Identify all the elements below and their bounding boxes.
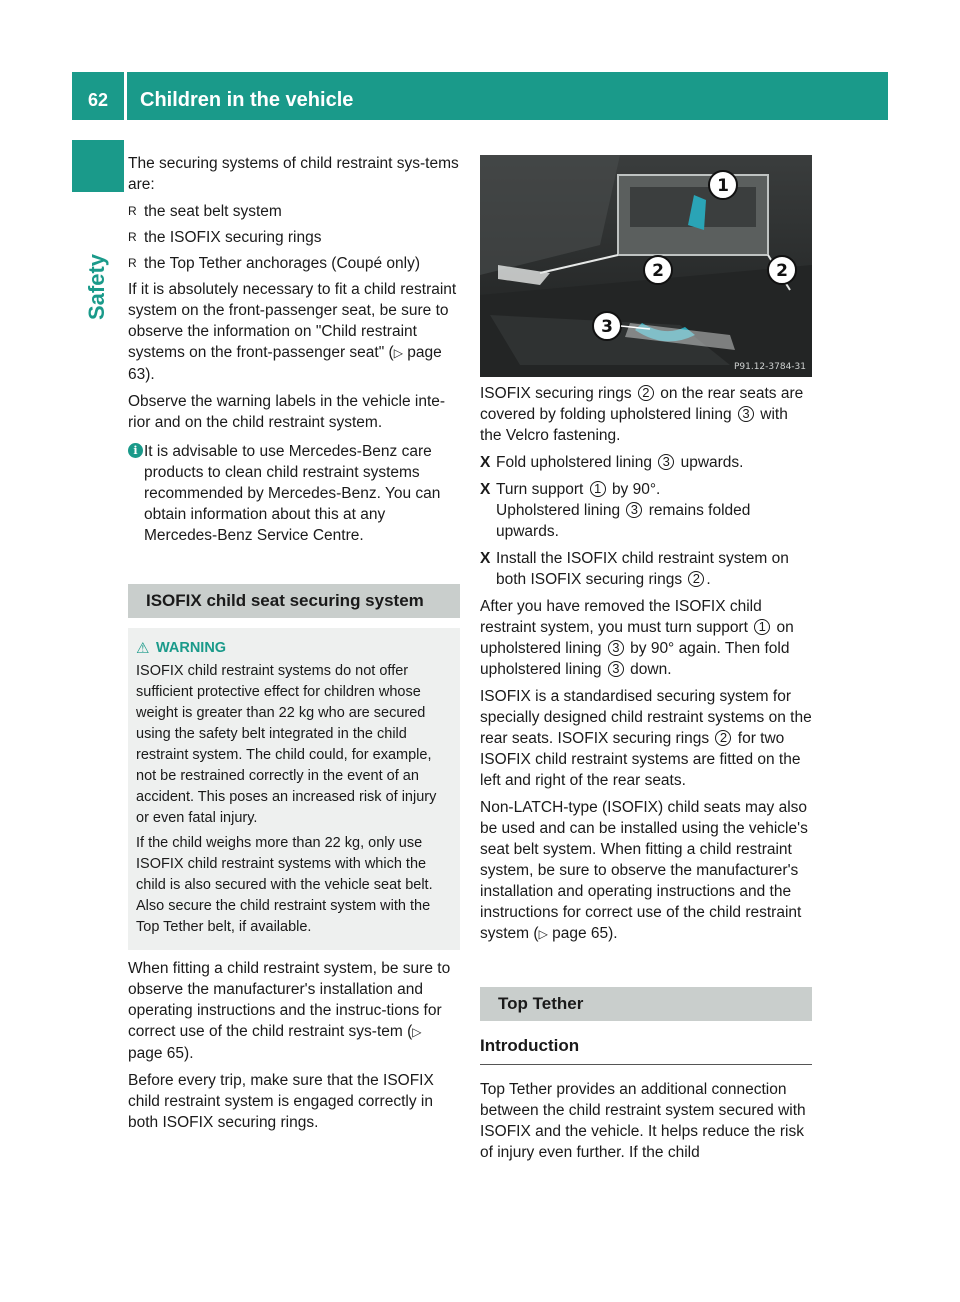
list-item bbox=[128, 201, 460, 222]
chapter-title: Children in the vehicle bbox=[140, 89, 354, 111]
non-latch-paragraph: Non-LATCH-type (ISOFIX) child seats may also be used and can be installed using the vehicle's seat belt system. When fitting a child restraint system, be sure to observe the manufacturer's installation and operating instructions and the instructions for correct use of the child restraint system (▷ page 65). bbox=[480, 799, 808, 942]
page-ref-arrow-icon: ▷ bbox=[393, 346, 403, 360]
header-divider bbox=[124, 72, 127, 120]
callout-ref-3: 3 bbox=[626, 502, 642, 518]
intro-text: The securing systems of child restraint sys-tems are: bbox=[128, 155, 459, 193]
bullet-marker: R bbox=[128, 204, 137, 218]
callout-ref-3: 3 bbox=[738, 406, 754, 422]
header-bar bbox=[72, 72, 888, 120]
side-tab-block bbox=[72, 140, 124, 192]
step-marker: X bbox=[480, 454, 491, 471]
instruction-step: X Fold upholstered lining 3 upwards. bbox=[480, 454, 744, 471]
callout-ref-2: 2 bbox=[688, 571, 704, 587]
image-caption: ISOFIX securing rings 2 on the rear seats are covered by folding upholstered lining 3 with the Velcro fastening. bbox=[480, 385, 804, 444]
step-marker: X bbox=[480, 550, 491, 567]
callout-ref-3: 3 bbox=[658, 454, 674, 470]
warning-triangle-icon: ⚠ bbox=[136, 640, 150, 657]
list-item-text: the Top Tether anchorages (Coupé only) bbox=[144, 255, 421, 272]
info-note bbox=[128, 441, 460, 546]
section-title-isofix: ISOFIX child seat securing system bbox=[128, 584, 460, 618]
info-note-text: It is advisable to use Mercedes-Benz care products to clean child restraint systems recommended by Mercedes-Benz. You can obtain information about this at any Mercedes-Benz Service Centre. bbox=[144, 443, 441, 544]
callout-ref-1: 1 bbox=[590, 481, 606, 497]
warning-box bbox=[128, 628, 460, 950]
fitting-paragraph: When fitting a child restraint system, be sure to observe the manufacturer's installation and operating instructions and the instruc-tions for correct use of the child restraint sys-tem (▷ page 65). bbox=[128, 960, 451, 1062]
instruction-step: X Install the ISOFIX child restraint system on both ISOFIX securing rings 2 . bbox=[480, 550, 789, 588]
warning-labels-paragraph: Observe the warning labels in the vehicle inte-rior and on the child restraint system. bbox=[128, 393, 446, 431]
list-item bbox=[128, 227, 460, 248]
isofix-standard-paragraph: ISOFIX is a standardised securing system for specially designed child restraint systems on the rear seats. ISOFIX securing rings 2 for two ISOFIX child restraint systems are fitted on the left and right of the rear seats. bbox=[480, 688, 812, 789]
callout-ref-2: 2 bbox=[715, 730, 731, 746]
page-ref-link[interactable]: page 63). bbox=[128, 344, 442, 383]
callout-ref-3: 3 bbox=[608, 661, 624, 677]
warning-text: ISOFIX child restraint systems do not offer sufficient protective effect for children whose weight is greater than 22 kg who are secured using the safety belt integrated in the child restraint system. The child could, for example, not be restrained correctly in the event of an accident. This poses an increased risk of injury or even fatal injury. bbox=[136, 663, 437, 826]
info-icon: i bbox=[128, 443, 143, 458]
warning-title: ⚠ WARNING bbox=[136, 640, 227, 657]
list-item-text: the seat belt system bbox=[144, 203, 282, 220]
warning-text: If the child weighs more than 22 kg, only use ISOFIX child restraint systems with which the child is also secured with the vehicle seat belt. Also secure the child restraint system with the Top Tether belt, if available. bbox=[136, 835, 433, 935]
isofix-illustration bbox=[480, 155, 812, 377]
page-ref-link[interactable]: page 65). bbox=[552, 925, 618, 942]
callout-1: 1 bbox=[717, 176, 729, 196]
before-trip-paragraph: Before every trip, make sure that the ISOFIX child restraint system is engaged correctly in both ISOFIX securing rings. bbox=[128, 1072, 434, 1131]
bullet-marker: R bbox=[128, 256, 137, 270]
step-marker: X bbox=[480, 481, 491, 498]
page-number: 62 bbox=[87, 90, 109, 110]
callout-3: 3 bbox=[601, 317, 613, 337]
callout-ref-3: 3 bbox=[608, 640, 624, 656]
top-tether-paragraph: Top Tether provides an additional connection between the child restraint system secured with ISOFIX and the vehicle. It helps reduce the risk of injury even further. If the child bbox=[480, 1081, 806, 1161]
front-seat-paragraph: If it is absolutely necessary to fit a child restraint system on the front-passenger seat, be sure to observe the information on "Child restraint systems on the front-passenger seat" (▷ page 63). bbox=[128, 281, 457, 383]
callout-2-right: 2 bbox=[776, 261, 788, 281]
page-ref-arrow-icon: ▷ bbox=[538, 927, 548, 941]
callout-ref-2: 2 bbox=[638, 385, 654, 401]
left-column bbox=[128, 153, 460, 1139]
right-column bbox=[480, 383, 812, 1169]
removal-paragraph: After you have removed the ISOFIX child restraint system, you must turn support 1 on upholstered lining 3 by 90° again. Then fold upholstered lining 3 down. bbox=[480, 598, 794, 678]
subsection-title-introduction: Introduction bbox=[480, 1035, 812, 1065]
section-title-top-tether: Top Tether bbox=[480, 987, 812, 1021]
image-code: P91.12-3784-31 bbox=[733, 362, 806, 372]
list-item bbox=[128, 253, 460, 274]
page-ref-link[interactable]: page 65). bbox=[128, 1045, 194, 1062]
list-item-text: the ISOFIX securing rings bbox=[144, 229, 322, 246]
instruction-step: X Turn support 1 by 90°. Upholstered lining 3 remains folded upwards. bbox=[480, 481, 751, 540]
callout-ref-1: 1 bbox=[754, 619, 770, 635]
side-tab-label: Safety bbox=[84, 253, 109, 320]
bullet-marker: R bbox=[128, 230, 137, 244]
page-ref-arrow-icon: ▷ bbox=[412, 1025, 422, 1039]
callout-2-left: 2 bbox=[652, 261, 664, 281]
isofix-photo bbox=[480, 155, 812, 377]
